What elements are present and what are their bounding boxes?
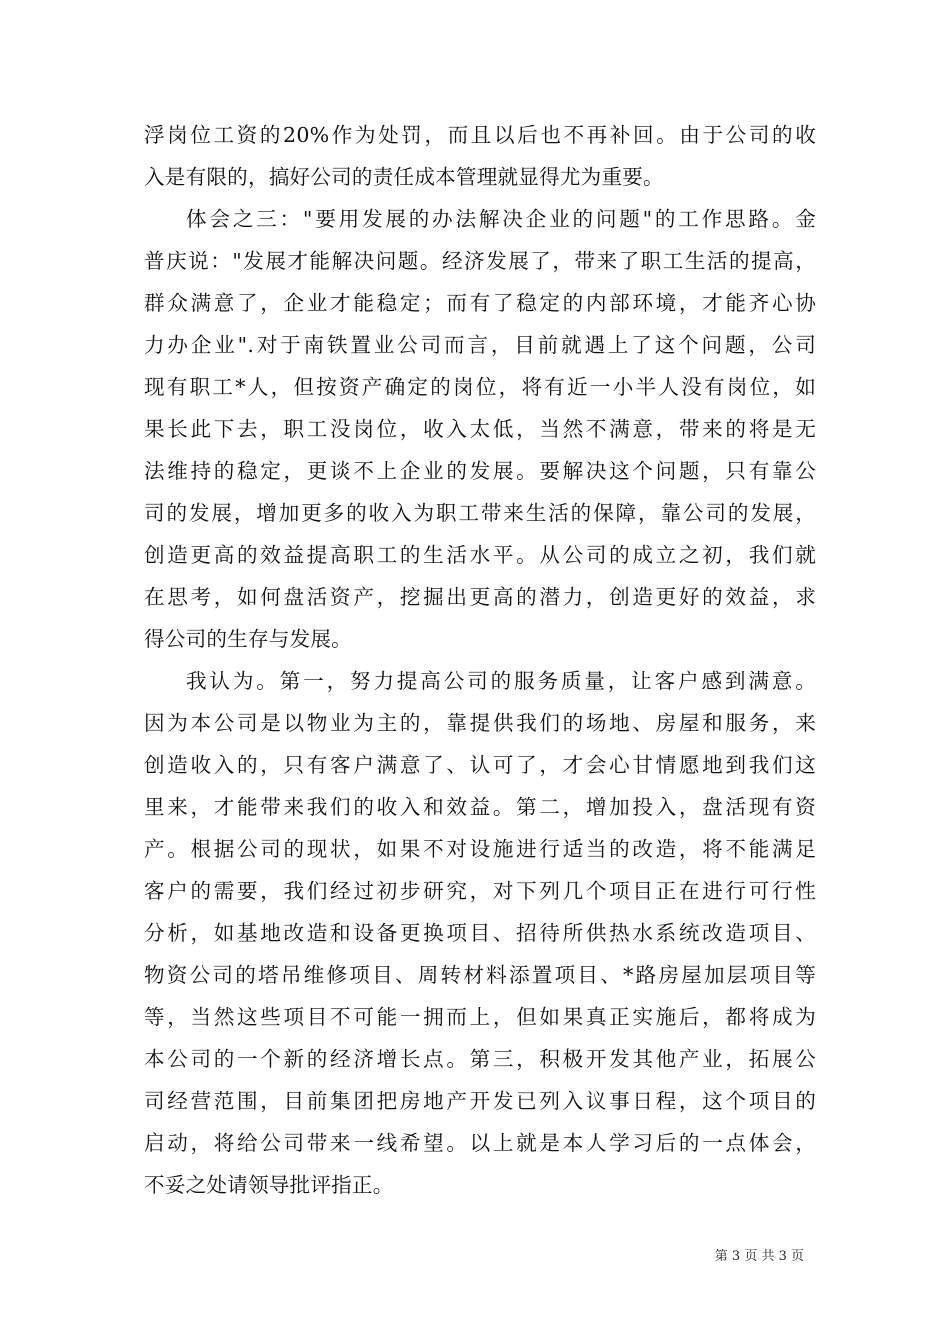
text-line: 因为本公司是以物业为主的，靠提供我们的场地、房屋和服务，来 (144, 711, 816, 735)
text-line: 客户的需要，我们经过初步研究，对下列几个项目正在进行可行性 (144, 879, 816, 903)
text-line: 群众满意了，企业才能稳定；而有了稳定的内部环境，才能齐心协 (144, 291, 816, 315)
page-number: 第 3 页 共 3 页 (714, 1249, 804, 1264)
text-line: 分析，如基地改造和设备更换项目、招待所供热水系统改造项目、 (144, 921, 816, 945)
document-body (144, 114, 816, 1206)
text-line: 法维持的稳定，更谈不上企业的发展。要解决这个问题，只有靠公 (144, 459, 816, 483)
text-line: 司经营范围，目前集团把房地产开发已列入议事日程，这个项目的 (144, 1089, 816, 1113)
text-line: 创造更高的效益提高职工的生活水平。从公司的成立之初，我们就 (144, 543, 816, 567)
text-line: 里来，才能带来我们的收入和效益。第二，增加投入，盘活现有资 (144, 795, 816, 819)
text-line: 普庆说："发展才能解决问题。经济发展了，带来了职工生活的提高， (144, 249, 816, 273)
text-line: 果长此下去，职工没岗位，收入太低，当然不满意，带来的将是无 (144, 417, 816, 441)
text-line: 产。根据公司的现状，如果不对设施进行适当的改造，将不能满足 (144, 837, 816, 861)
text-line: 在思考，如何盘活资产，挖掘出更高的潜力，创造更好的效益，求 (144, 585, 816, 609)
text-line: 得公司的生存与发展。 (144, 627, 352, 651)
text-line: 启动，将给公司带来一线希望。以上就是本人学习后的一点体会， (144, 1131, 816, 1155)
text-line: 力办企业".对于南铁置业公司而言，目前就遇上了这个问题，公司 (144, 333, 816, 357)
text-line: 体会之三："要用发展的办法解决企业的问题"的工作思路。金 (186, 207, 816, 231)
text-line: 司的发展，增加更多的收入为职工带来生活的保障，靠公司的发展， (144, 501, 816, 525)
text-line: 入是有限的，搞好公司的责任成本管理就显得尤为重要。 (144, 165, 664, 189)
text-line: 现有职工*人，但按资产确定的岗位，将有近一小半人没有岗位，如 (144, 375, 816, 399)
text-line: 浮岗位工资的20%作为处罚，而且以后也不再补回。由于公司的收 (144, 123, 816, 147)
text-line: 创造收入的，只有客户满意了、认可了，才会心甘情愿地到我们这 (144, 753, 816, 777)
text-line: 等，当然这些项目不可能一拥而上，但如果真正实施后，都将成为 (144, 1005, 816, 1029)
text-line: 物资公司的塔吊维修项目、周转材料添置项目、*路房屋加层项目等 (144, 963, 816, 987)
text-line: 本公司的一个新的经济增长点。第三，积极开发其他产业，拓展公 (144, 1047, 816, 1071)
text-line: 我认为。第一，努力提高公司的服务质量，让客户感到满意。 (186, 669, 816, 693)
text-line: 不妥之处请领导批评指正。 (144, 1173, 394, 1197)
